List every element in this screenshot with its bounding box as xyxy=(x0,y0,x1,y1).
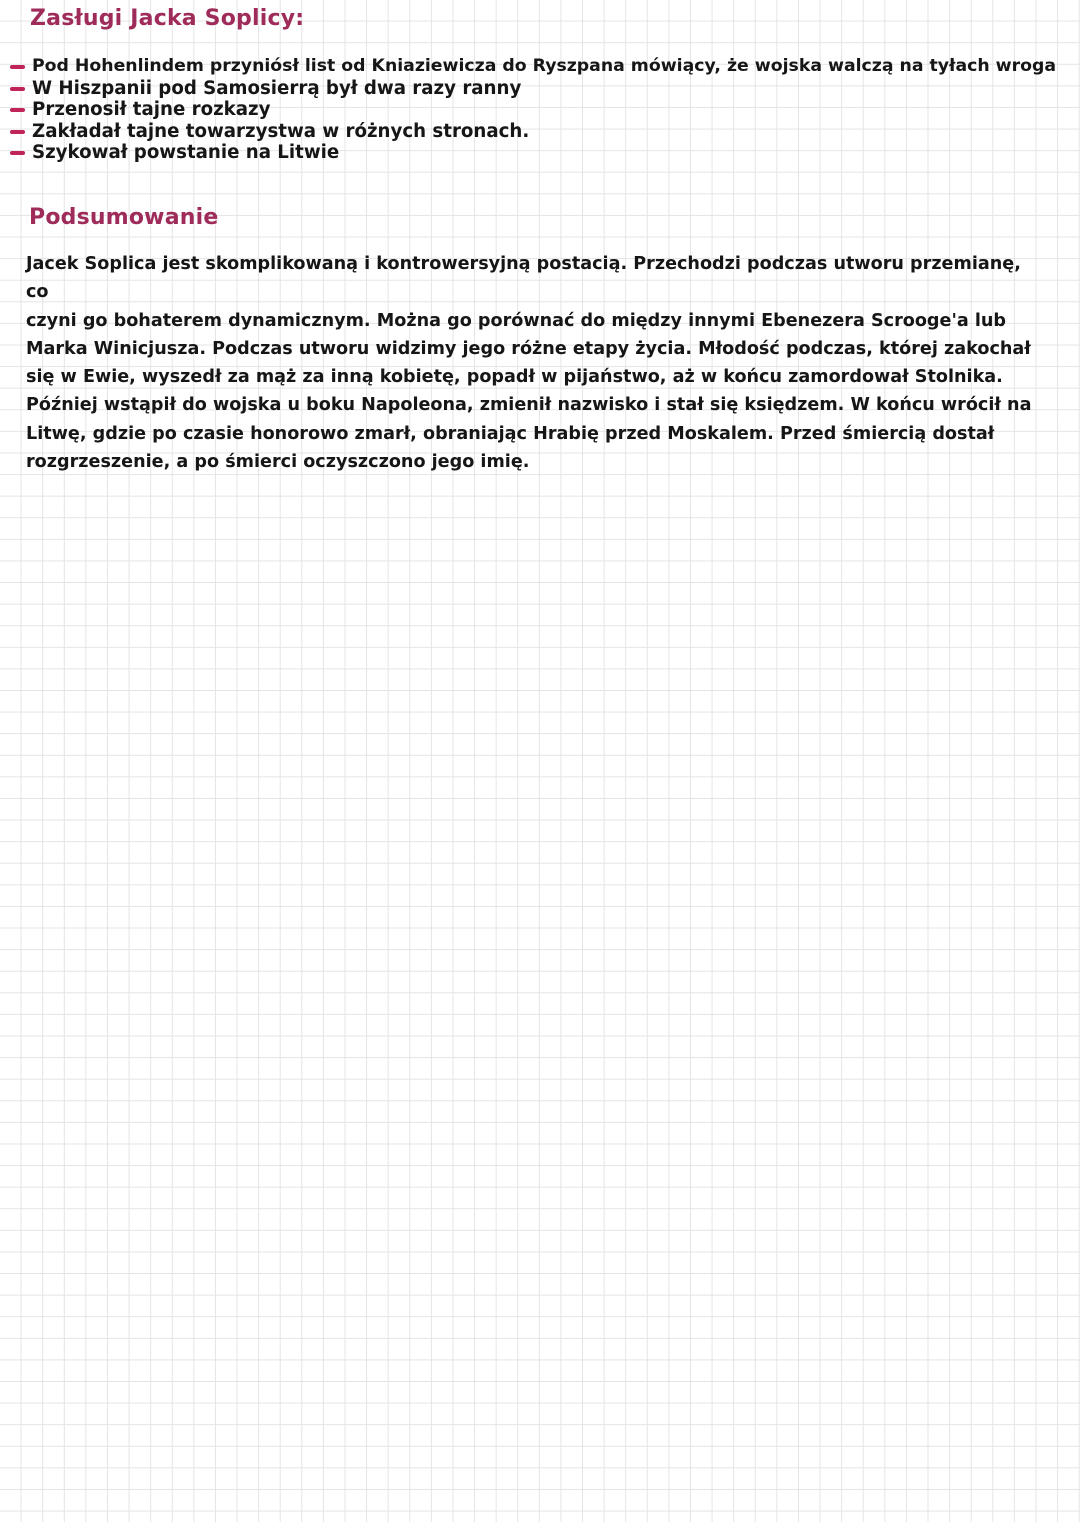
summary-line: się w Ewie, wyszedł za mąż za inną kobietę, popadł w pijaństwo, aż w końcu zamordował Stolnika. xyxy=(26,367,1003,388)
list-item-text: Zakładał tajne towarzystwa w różnych stronach. xyxy=(32,120,530,142)
list-item xyxy=(10,78,1056,100)
list-item xyxy=(10,121,1056,143)
merits-heading: Zasługi Jacka Soplicy: xyxy=(30,6,305,31)
dash-bullet-icon xyxy=(10,108,25,112)
summary-line: Później wstąpił do wojska u boku Napoleona, zmienił nazwisko i stał się księdzem. W końcu wrócił na xyxy=(26,395,1032,416)
list-item-text: W Hiszpanii pod Samosierrą był dwa razy ranny xyxy=(32,77,522,99)
dash-bullet-icon xyxy=(10,65,25,69)
list-item-text: Pod Hohenlindem przyniósł list od Kniaziewicza do Ryszpana mówiący, że wojska walczą na tyłach wroga xyxy=(32,56,1057,76)
summary-paragraph xyxy=(26,250,1036,476)
list-item xyxy=(10,142,1056,164)
list-item xyxy=(10,99,1056,121)
summary-line: Jacek Soplica jest skomplikowaną i kontrowersyjną postacią. Przechodzi podczas utworu przemianę, co xyxy=(26,254,1021,303)
list-item-text: Szykował powstanie na Litwie xyxy=(32,142,340,163)
summary-line: czyni go bohaterem dynamicznym. Można go porównać do między innymi Ebenezera Scrooge'a lub xyxy=(26,310,1006,331)
list-item xyxy=(10,56,1056,78)
dash-bullet-icon xyxy=(10,87,25,91)
summary-line: Litwę, gdzie po czasie honorowo zmarł, obraniając Hrabię przed Moskalem. Przed śmiercią dostał xyxy=(26,423,995,444)
dash-bullet-icon xyxy=(10,130,25,134)
summary-line: rozgrzeszenie, a po śmierci oczyszczono jego imię. xyxy=(26,452,530,473)
dash-bullet-icon xyxy=(10,151,25,155)
list-item-text: Przenosił tajne rozkazy xyxy=(32,99,271,120)
summary-line: Marka Winicjusza. Podczas utworu widzimy jego różne etapy życia. Młodość podczas, której zakochał xyxy=(26,338,1031,359)
summary-heading: Podsumowanie xyxy=(29,205,219,230)
merits-list xyxy=(10,56,1056,164)
